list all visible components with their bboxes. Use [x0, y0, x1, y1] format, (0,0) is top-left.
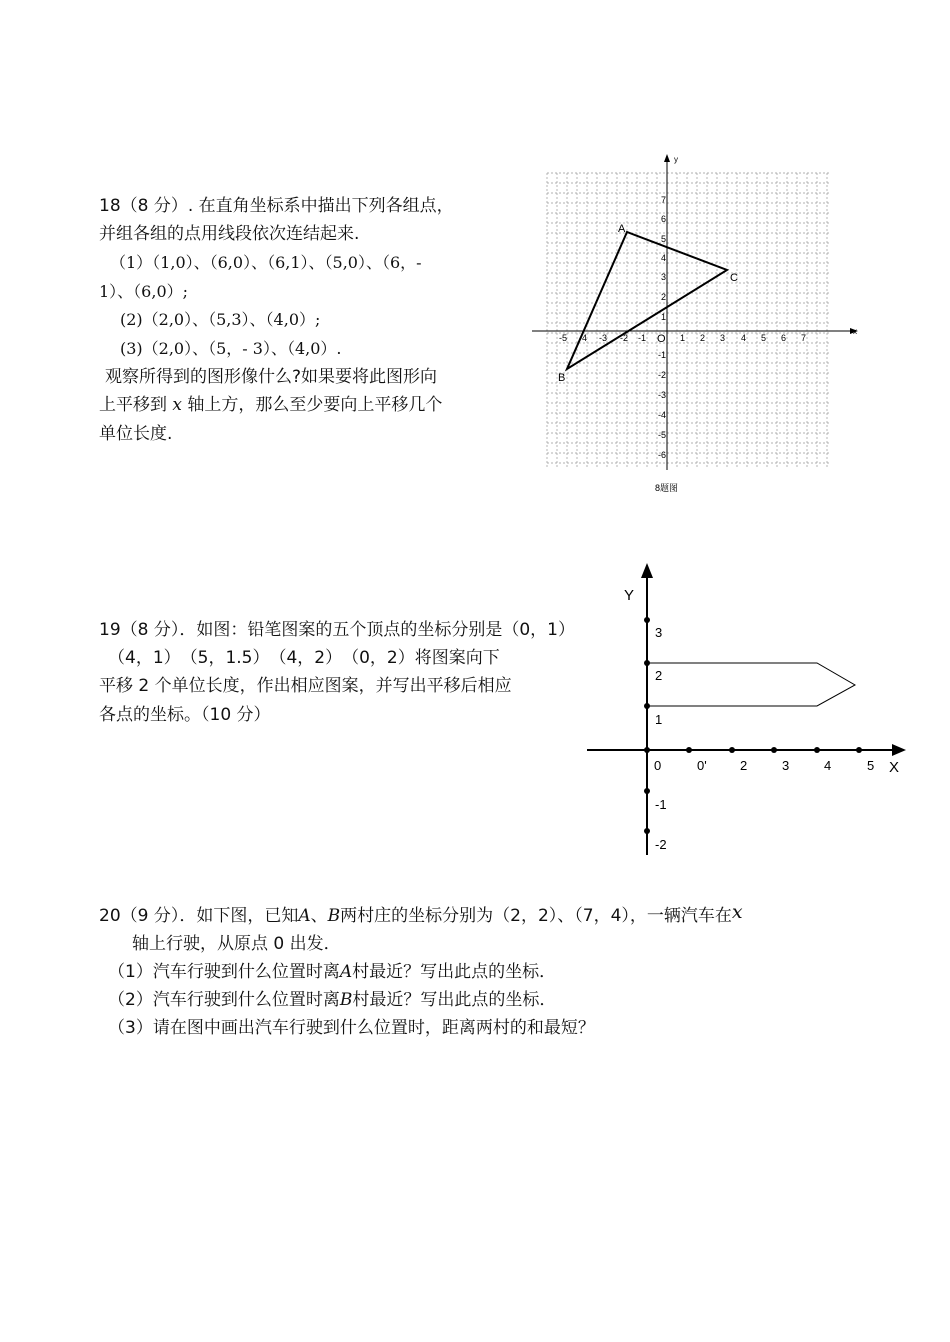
q18-x-tick: -1 [638, 333, 647, 343]
q19-dot [856, 747, 862, 753]
q19-dot [644, 747, 650, 753]
q18-y-tick: 4 [660, 253, 666, 263]
q19-y-tick: 3 [655, 625, 663, 640]
q18-line-9: 单位长度. [99, 424, 173, 444]
q19-dot [644, 788, 650, 794]
q18-line-6: (3)（2,0）、（5，- 3）、（4,0）. [120, 339, 342, 358]
q20-line-1b: 两村庄的坐标分别为（2，2）、（7，4），一辆汽车在 [340, 906, 732, 926]
q19-dot [686, 747, 692, 753]
q20-q1-var-a: A [339, 962, 353, 982]
q19-dot [729, 747, 735, 753]
q20-q2-var-b: B [339, 990, 353, 1010]
q18-x-tick: 4 [741, 333, 747, 343]
q18-var-x: x [172, 395, 182, 415]
q19-dot [814, 747, 820, 753]
q18-line-8a: 上平移到 [99, 395, 167, 415]
q19-y-tick: 2 [655, 668, 663, 683]
q19-y-arrow [641, 563, 653, 578]
q18-y-tick: 5 [660, 234, 666, 244]
q20-line-2: 轴上行驶，从原点 0 出发． [132, 934, 341, 954]
q18-y-tick: -3 [657, 390, 666, 400]
q19-x-tick: 5 [867, 758, 875, 773]
q19-line-2: （4，1） （5，1.5） （4，2） （0，2）将图案向下 [108, 648, 500, 668]
q18-x-axis-label: x [853, 327, 857, 336]
q19-figure [580, 555, 910, 865]
q18-line-2: 并组各组的点用线段依次连结起来. [99, 224, 360, 244]
q19-line-1: 19（8 分）．如图：铅笔图案的五个顶点的坐标分别是（0，1） [99, 620, 575, 640]
q18-figure-caption: 8题图 [655, 483, 679, 493]
q19-x-tick: 2 [740, 758, 748, 773]
q18-x-tick: -4 [579, 333, 588, 343]
q19-x-arrow [892, 744, 906, 756]
q20-q2 [108, 989, 556, 1011]
q18-line-8 [99, 394, 442, 416]
q18-x-tick: 1 [680, 333, 686, 343]
q19-dot [644, 617, 650, 623]
q20-q2a: （2）汽车行驶到什么位置时离 [108, 990, 340, 1010]
q18-y-tick: -4 [657, 410, 666, 420]
q20-q1a: （1）汽车行驶到什么位置时离 [108, 962, 340, 982]
q20-var-x: x [731, 901, 743, 923]
q19-x-tick: 0' [697, 758, 707, 773]
q20-var-a: A [298, 906, 311, 926]
q19-y-tick: -2 [655, 837, 667, 852]
q20-line-1a: 20（9 分）．如下图，已知 [99, 906, 299, 926]
q18-y-tick: 7 [660, 195, 666, 205]
q18-line-3: （1）（1,0）、（6,0）、（6,1）、（5,0）、（6，- [110, 253, 422, 272]
q18-line-4: 1）、（6,0）; [99, 282, 189, 301]
q19-y-tick: 1 [655, 712, 663, 727]
q18-x-tick: -2 [620, 333, 629, 343]
q19-x-tick: 3 [782, 758, 790, 773]
q18-y-tick: -1 [657, 350, 666, 360]
q18-y-tick: 6 [660, 214, 666, 224]
q20-line-1 [99, 901, 743, 927]
q18-x-tick: 2 [700, 333, 706, 343]
q20-q1b: 村最近？写出此点的坐标． [352, 962, 557, 982]
q19-x-tick: 4 [824, 758, 832, 773]
q19-dot [644, 828, 650, 834]
q19-x-tick: 0 [654, 758, 662, 773]
q18-x-tick: 5 [761, 333, 767, 343]
q19-line-4: 各点的坐标。（10 分） [99, 705, 271, 725]
q20-sep: 、 [310, 906, 328, 926]
q18-point-a-label: A [618, 223, 626, 235]
q19-dot [771, 747, 777, 753]
q20-q2b: 村最近？写出此点的坐标． [352, 990, 557, 1010]
q18-y-arrow [664, 154, 670, 162]
q18-y-tick: 1 [660, 312, 666, 322]
q19-y-ticks [655, 625, 667, 852]
q18-y-tick: -6 [657, 450, 666, 460]
q19-x-axis-label: X [889, 759, 900, 776]
q18-point-b-label: B [558, 372, 566, 384]
q18-y-tick: 3 [660, 272, 666, 282]
q18-line-7: 观察所得到的图形像什么?如果要将此图形向 [105, 367, 438, 387]
q18-origin-label: O [657, 333, 666, 345]
q19-line-3: 平移 2 个单位长度，作出相应图案，并写出平移后相应 [99, 676, 512, 696]
q18-line-8b: 轴上方，那么至少要向上平移几个 [187, 395, 443, 415]
q19-y-tick: -1 [655, 797, 667, 812]
q18-y-tick: -2 [657, 370, 666, 380]
q18-figure [525, 150, 865, 500]
q20-q3: （3）请在图中画出汽车行驶到什么位置时，距离两村的和最短？ [108, 1018, 595, 1038]
q18-x-tick: 6 [781, 333, 787, 343]
q20-var-b: B [327, 906, 341, 926]
q18-y-ticks [658, 195, 666, 460]
q19-x-ticks [654, 758, 874, 773]
q18-y-tick: -5 [657, 430, 666, 440]
q18-x-tick: -3 [599, 333, 608, 343]
q19-axis-dots [644, 617, 862, 834]
q20-q1 [108, 961, 556, 983]
q18-y-tick: 2 [660, 292, 666, 302]
q18-y-axis-label: y [674, 155, 678, 164]
q18-line-1: 18（8 分）. 在直角坐标系中描出下列各组点， [99, 196, 454, 216]
q18-x-ticks [559, 333, 806, 343]
q19-y-axis-label: Y [624, 587, 635, 604]
q18-point-c-label: C [730, 272, 738, 284]
q18-line-5: (2)（2,0）、（5,3）、（4,0）; [120, 310, 321, 329]
q18-x-tick: 3 [720, 333, 726, 343]
q18-x-tick: -5 [559, 333, 568, 343]
q18-triangle-abc [567, 232, 727, 369]
q18-x-tick: 7 [801, 333, 807, 343]
q19-pencil-shape [647, 663, 855, 706]
